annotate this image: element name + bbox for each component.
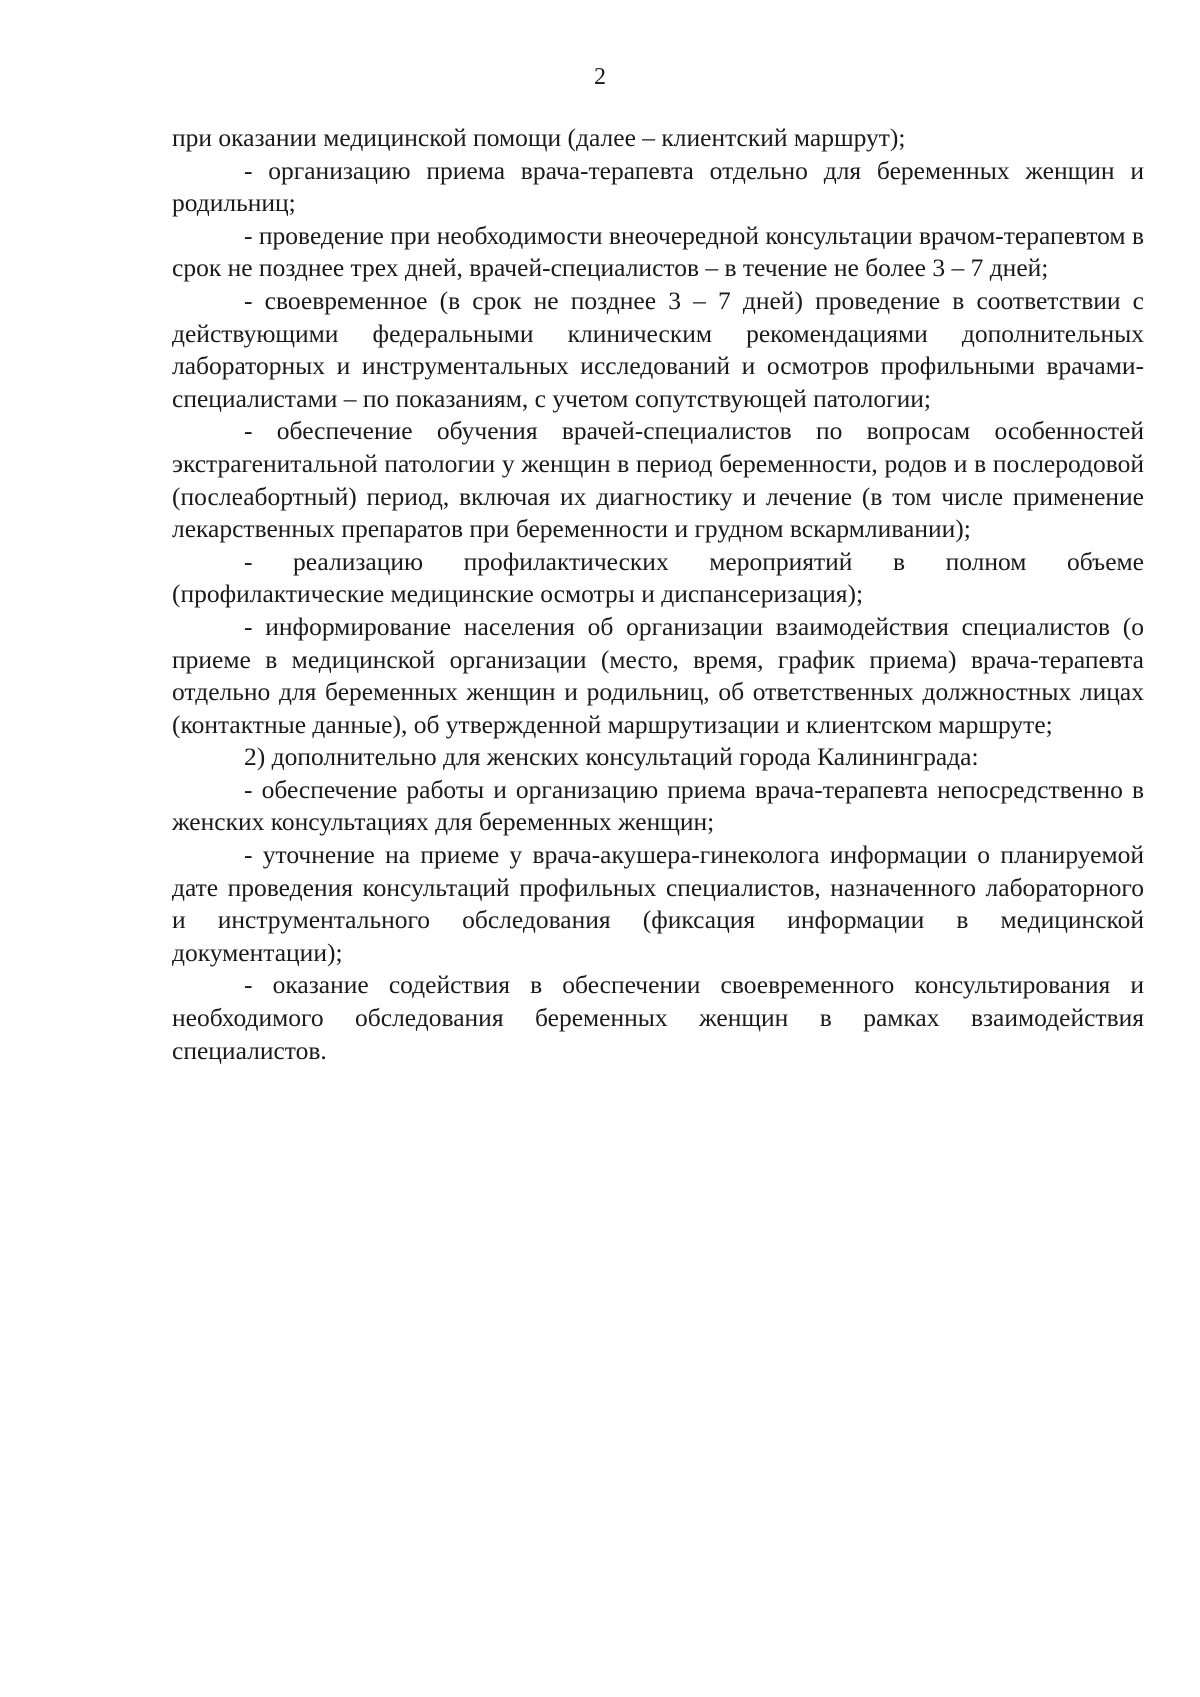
document-body: [172, 122, 1144, 1067]
paragraph-continuation: при оказании медицинской помощи (далее – клиентский маршрут);: [172, 123, 906, 152]
paragraph-assistance: - оказание содействия в обеспечении своевременного консультирования и необходимого обследования беременных женщин в рамках взаимодействия специалистов.: [172, 970, 1144, 1065]
paragraph-public-informing: - информирование населения об организации взаимодействия специалистов (о приеме в медицинской организации (место, время, график приема) врача-терапевта отдельно для беременных женщин и родильниц, об ответственных должностных лицах (контактные данные), об утвержденной маршрутизации и клиентском маршруте;: [172, 611, 1144, 739]
paragraph-consultation-dates: - уточнение на приеме у врача-акушера-гинеколога информации о планируемой дате проведения консультаций профильных специалистов, назначенного лабораторного и инструментального обследования (фиксация информации в медицинской документации);: [172, 840, 1144, 967]
page-number: 2: [594, 64, 606, 90]
paragraph-preventive-measures: - реализацию профилактических мероприятий в полном объеме (профилактические медицинские осмотры и диспансеризация);: [172, 546, 1144, 609]
paragraph-therapist-appointment: - организацию приема врача-терапевта отдельно для беременных женщин и родильниц;: [172, 155, 1144, 218]
paragraph-extraordinary-consultation: - проведение при необходимости внеочередной консультации врачом-терапевтом в срок не позднее трех дней, врачей-специалистов – в течение не более 3 – 7 дней;: [172, 220, 1144, 283]
paragraph-timely-examinations: - своевременное (в срок не позднее 3 – 7 дней) проведение в соответствии с действующими федеральными клиническим рекомендациями дополнительных лабораторных и инструментальных исследований и осмотров профильными врачами-специалистами – по показаниям, с учетом сопутствующей патологии;: [172, 285, 1144, 413]
paragraph-specialist-training: - обеспечение обучения врачей-специалистов по вопросам особенностей экстрагенитальной патологии у женщин в период беременности, родов и в послеродовой (послеабортный) период, включая их диагностику и лечение (в том числе применение лекарственных препаратов при беременности и грудном вскармливании);: [172, 416, 1144, 544]
paragraph-kaliningrad-clinics: 2) дополнительно для женских консультаций города Калининграда:: [244, 742, 979, 772]
paragraph-therapist-in-clinics: - обеспечение работы и организацию приема врача-терапевта непосредственно в женских консультациях для беременных женщин;: [172, 774, 1144, 837]
